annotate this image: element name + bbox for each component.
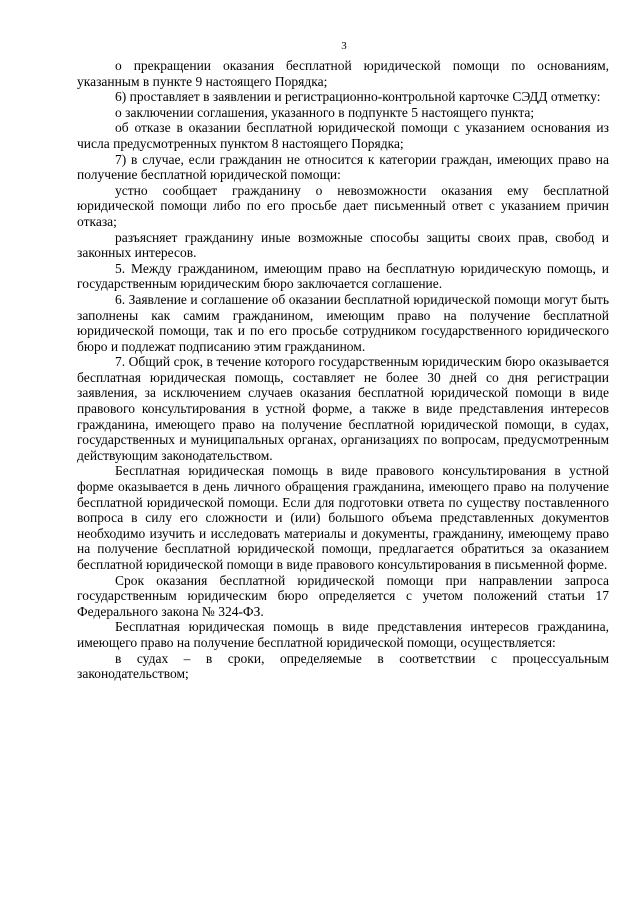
paragraph: в судах – в сроки, определяемые в соответствии с процессуальным законодательством; [77,650,609,682]
page-number: 3 [341,40,347,52]
paragraph: 5. Между гражданином, имеющим право на бесплатную юридическую помощь, и государственным юридическим бюро заключается соглашение. [77,260,609,292]
paragraph: разъясняет гражданину иные возможные способы защиты своих прав, свобод и законных интересов. [77,229,609,261]
paragraph: о заключении соглашения, указанного в подпункте 5 настоящего пункта; [115,104,535,120]
paragraph: об отказе в оказании бесплатной юридической помощи с указанием основания из числа предусмотренных пунктом 8 настоящего Порядка; [77,120,609,151]
paragraph: Бесплатная юридическая помощь в виде представления интересов гражданина, имеющего право на получение бесплатной юридической помощи, осуществляется: [77,619,609,650]
paragraph: 7. Общий срок, в течение которого государственным юридическим бюро оказывается бесплатная юридическая помощь, составляет не более 30 дней со дня регистрации заявления, за исключением случаев оказания бесплатной юридической помощи в виде правового консультирования в устной форме, а также в виде представления интересов гражданина, имеющего право на получение бесплатной юридической помощи, в судах, государственных и муниципальных органах, организациях по вопросам, предусмотренным действующим законодательством. [77,354,609,463]
paragraph: 6. Заявление и соглашение об оказании бесплатной юридической помощи могут быть заполнены как самим гражданином, имеющим право на получение бесплатной юридической помощи, так и по его просьбе сотрудником государственного юридического бюро и подлежат подписанию этим гражданином. [77,291,609,354]
paragraph: устно сообщает гражданину о невозможности оказания ему бесплатной юридической помощи либо по его просьбе дает письменный ответ с указанием причин отказа; [77,182,609,229]
paragraph: Срок оказания бесплатной юридической помощи при направлении запроса государственным юридическим бюро определяется с учетом положений статьи 17 Федерального закона № 324-ФЗ. [77,572,609,619]
paragraph: о прекращении оказания бесплатной юридической помощи по основаниям, указанным в пункте 9 настоящего Порядка; [77,58,609,89]
paragraph: 7) в случае, если гражданин не относится к категории граждан, имеющих право на получение бесплатной юридической помощи: [77,151,609,183]
paragraph: 6) проставляет в заявлении и регистрационно-контрольной карточке СЭДД отметку: [115,89,601,105]
document-body [77,58,609,682]
paragraph: Бесплатная юридическая помощь в виде правового консультирования в устной форме оказывается в день личного обращения гражданина, имеющего право на получение бесплатной юридической помощи. Если для подготовки ответа по существу поставленного вопроса в силу его сложности и (или) большого объема представленных документов необходимо изучить и исследовать материалы и документы, гражданину, имеющему право на получение бесплатной юридической помощи, предлагается обратиться за оказанием бесплатной юридической помощи в виде правового консультирования в письменной форме. [77,463,609,572]
